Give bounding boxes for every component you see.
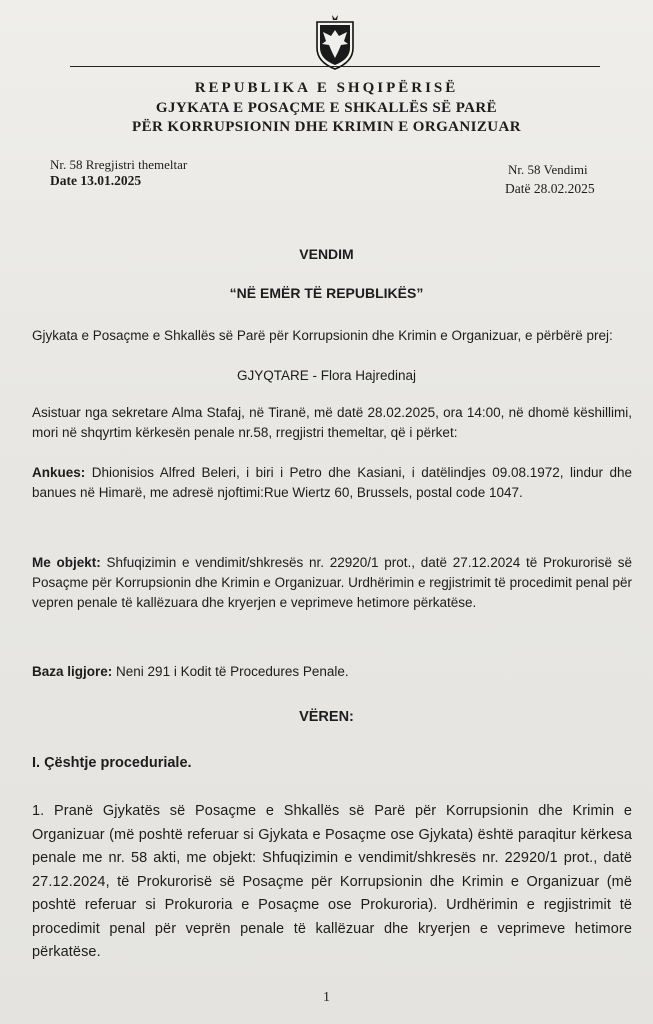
court-subheading: PËR KORRUPSIONIN DHE KRIMIN E ORGANIZUAR [132, 119, 521, 135]
court-heading: GJYKATA E POSAÇME E SHKALLËS SË PARË [155, 100, 498, 116]
legal-basis-text: Neni 291 i Kodit të Procedures Penale. [112, 664, 349, 679]
page-number: 1 [323, 990, 330, 1005]
albanian-eagle-emblem-icon [313, 14, 357, 70]
object-text: Shfuqizimin e vendimit/shkresës nr. 22920/1 prot., datë 27.12.2024 të Prokurorisë së Posaçme për Korrupsionin dhe Krimin e Organizuar. Urdhërimin e regjistrimit të procedimit penal për vepren penale të kallëzuara dhe kryerjen e veprimeve hetimore përkatëse. [32, 555, 632, 610]
register-number: Nr. 58 Rregjistri themeltar [50, 157, 188, 172]
decision-number: Nr. 58 Vendimi [508, 162, 588, 177]
object-label: Me objekt: [32, 555, 101, 570]
body-paragraph: 1. Pranë Gjykatës së Posaçme e Shkallës së Parë për Korrupsionin dhe Krimin e Organizuar (më poshtë referuar si Gjykata e Posaçme ose Gjykata) është paraqitur kërkesa penale me nr. 58 akti, me objekt: Shfuqizimin e vendimit/shkresës nr. 22920/1 prot., datë 27.12.2024, të Prokurorisë së Posaçme për Korrupsionin dhe Krimin e Organizuar (më poshtë referuar si Prokuroria e Posaçme ose Prokuroria). Urdhërimin e regjistrimit të procedimit penal për veprën penale të kallëzuar dhe kryerjen e veprimeve hetimore përkatëse. [32, 803, 632, 960]
register-date: Date 13.01.2025 [50, 173, 142, 188]
judge-line: GJYQTARE - Flora Hajredinaj [236, 368, 417, 383]
header-rule [70, 66, 600, 67]
assisted-paragraph: Asistuar nga sekretare Alma Stafaj, në Tiranë, më datë 28.02.2025, ora 14:00, në dhomë këshillimi, mori në shqyrtim kërkesën penale nr.58, rregjistri themeltar, që i përket: [32, 405, 632, 440]
decision-date: Datë 28.02.2025 [505, 181, 595, 196]
complainant-text: Dhionisios Alfred Beleri, i biri i Petro dhe Kasiani, i datëlindjes 09.08.1972, lindur dhe banues në Himarë, me adresë njoftimi:Rue Wiertz 60, Brussels, postal code 1047. [32, 465, 632, 500]
intro-paragraph: Gjykata e Posaçme e Shkallës së Parë për Korrupsionin dhe Krimin e Organizuar, e përbërë prej: [32, 328, 613, 343]
in-name-of-republic: “NË EMËR TË REPUBLIKËS” [229, 285, 424, 301]
complainant-paragraph [32, 463, 632, 503]
republic-heading: REPUBLIKA E SHQIPËRISË [194, 80, 459, 96]
veren-heading: VËREN: [299, 709, 354, 725]
legal-basis-paragraph [32, 662, 632, 682]
complainant-label: Ankues: [32, 465, 86, 480]
object-paragraph [32, 553, 632, 613]
decision-title: VENDIM [299, 246, 354, 262]
section-title: I. Çështje proceduriale. [32, 755, 192, 771]
legal-basis-label: Baza ligjore: [32, 664, 113, 679]
